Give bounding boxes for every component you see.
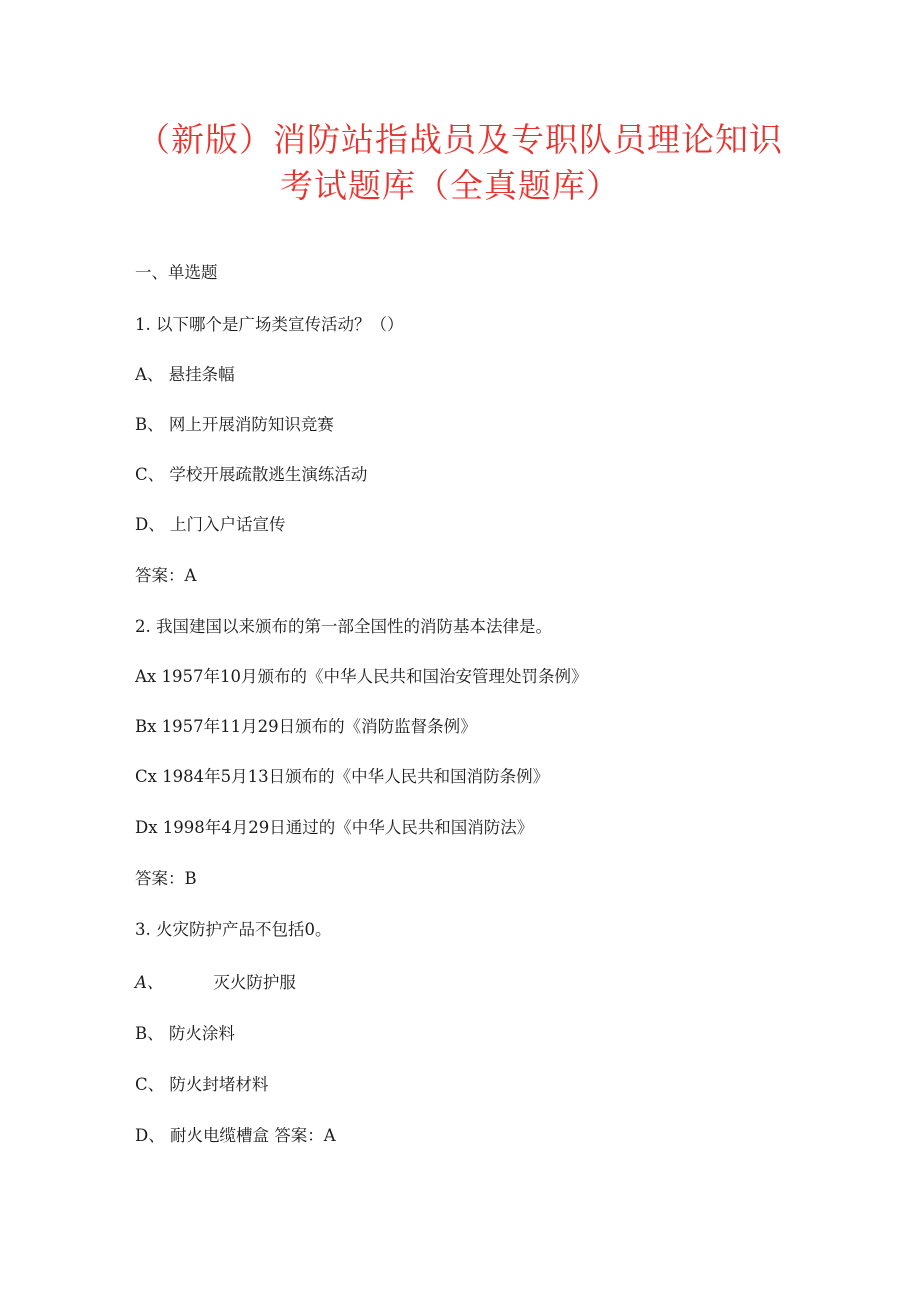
question-2-option-b: Bx 1957年11月29日颁布的《消防监督条例》 [135, 717, 477, 736]
section-heading: 一、单选题 [135, 263, 218, 282]
question-1-option-d: D、 上门入户话宣传 [135, 515, 286, 534]
question-1-option-c: C、 学校开展疏散逃生演练活动 [135, 465, 368, 484]
question-1-answer: 答案：A [135, 566, 197, 585]
question-1-option-a: A、 悬挂条幅 [135, 365, 235, 384]
question-1-stem: 1. 以下哪个是广场类宣传活动？（） [135, 315, 404, 334]
question-2-option-a: Ax 1957年10月颁布的《中华人民共和国治安管理处罚条例》 [135, 667, 588, 686]
question-3-stem: 3. 火灾防护产品不包括0。 [135, 920, 332, 939]
question-2-option-c: Cx 1984年5月13日颁布的《中华人民共和国消防条例》 [135, 767, 550, 786]
document-title-line-1: （新版）消防站指战员及专职队员理论知识 [137, 120, 783, 159]
question-2-answer: 答案：B [135, 869, 197, 888]
question-3-option-c: C、 防火封堵材料 [135, 1075, 269, 1094]
question-3-option-a-text: 灭火防护服 [213, 973, 296, 992]
question-2-option-d: Dx 1998年4月29日通过的《中华人民共和国消防法》 [135, 818, 534, 837]
question-3-option-a [135, 972, 296, 994]
question-1-option-b: B、 网上开展消防知识竞赛 [135, 415, 334, 434]
document-title-line-2: 考试题库（全真题库） [280, 166, 620, 205]
question-3-option-b: B、 防火涂料 [135, 1024, 235, 1043]
question-3-option-a-label: A、 [135, 973, 164, 992]
question-2-stem: 2. 我国建国以来颁布的第一部全国性的消防基本法律是。 [135, 617, 552, 636]
question-3-option-d-answer: D、 耐火电缆槽盒 答案：A [135, 1126, 336, 1145]
